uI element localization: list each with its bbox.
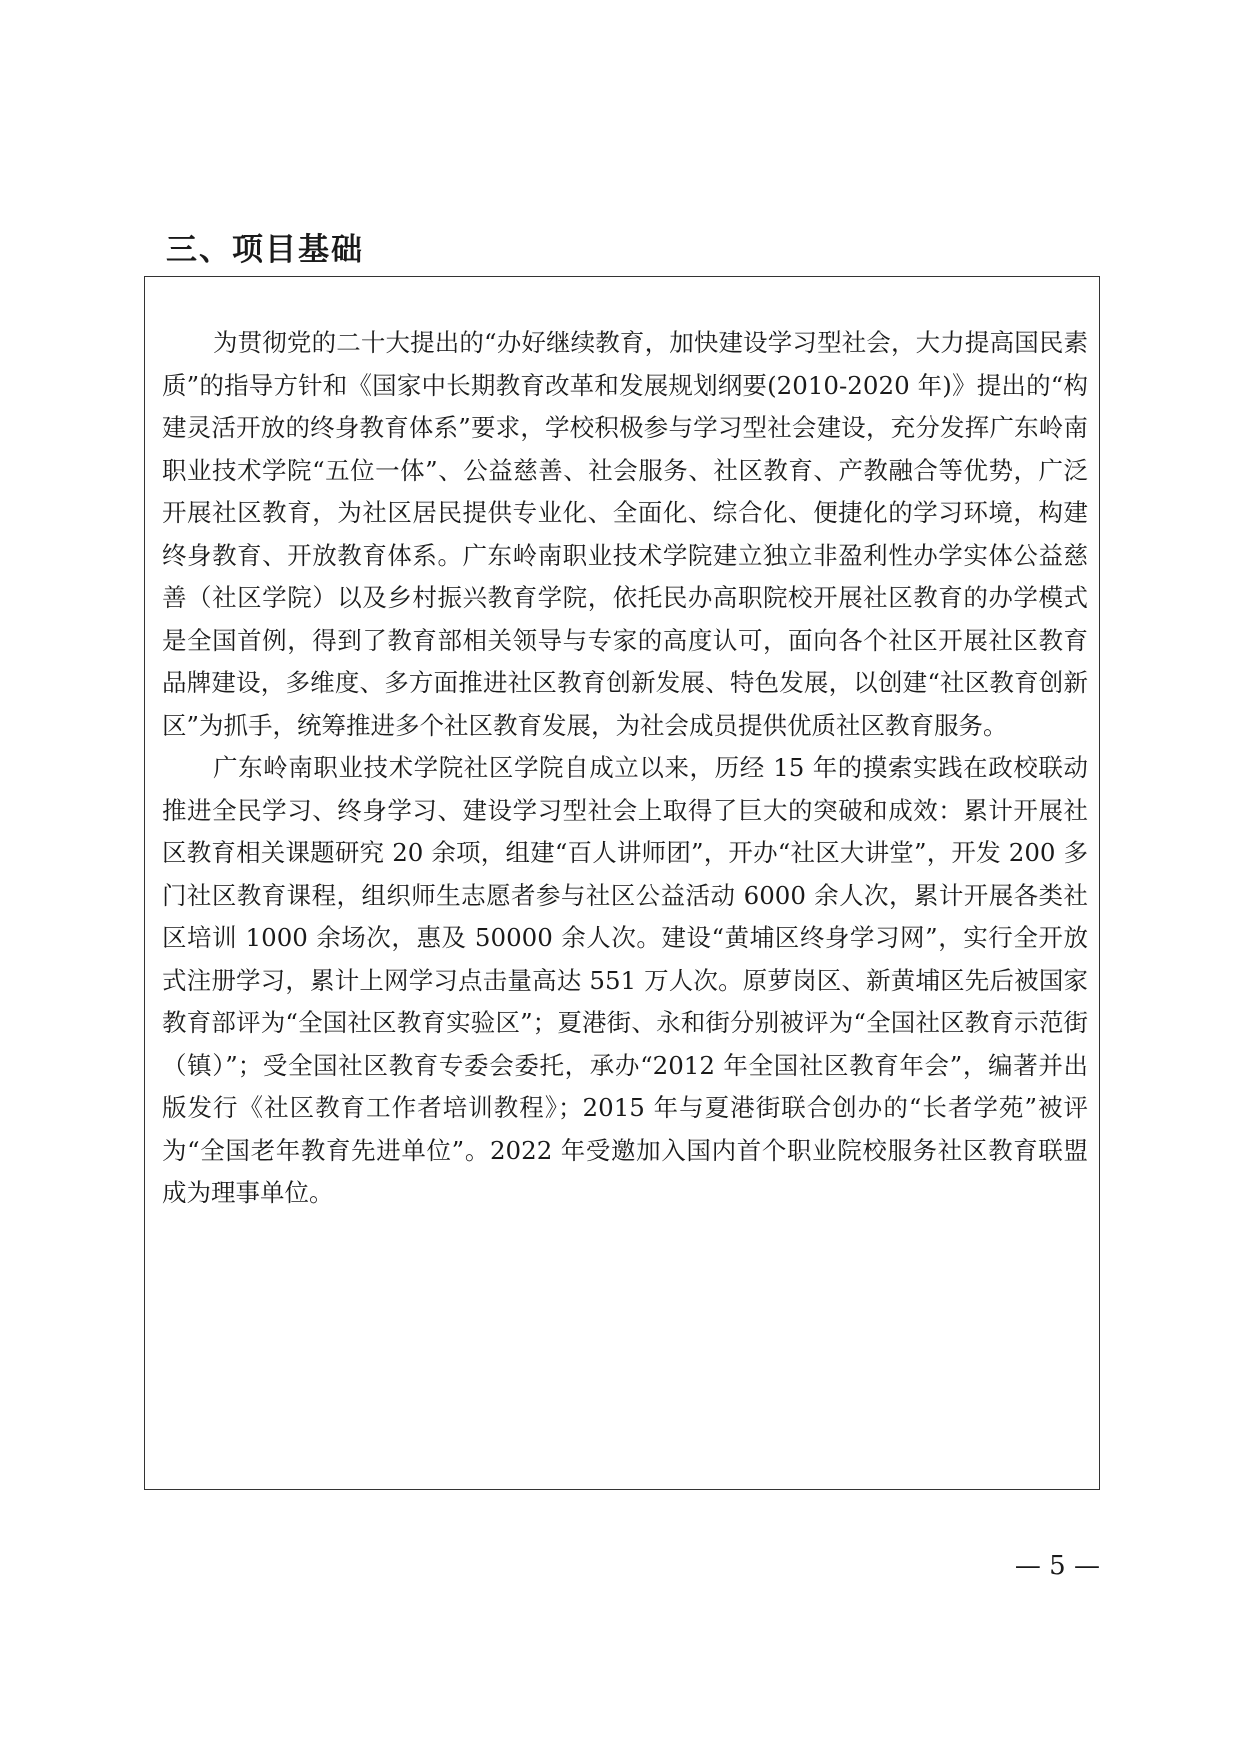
section-title: 三、项目基础 xyxy=(166,232,364,268)
paragraph-1: 为贯彻党的二十大提出的“办好继续教育，加快建设学习型社会，大力提高国民素质”的指导方针和《国家中长期教育改革和发展规划纲要(2010-2020 年)》提出的“构建灵活开放的终身教育体系”要求，学校积极参与学习型社会建设，充分发挥广东岭南职业技术学院“五位一体”、公益慈善、社会服务、社区教育、产教融合等优势，广泛开展社区教育，为社区居民提供专业化、全面化、综合化、便捷化的学习环境，构建终身教育、开放教育体系。广东岭南职业技术学院建立独立非盈利性办学实体公益慈善（社区学院）以及乡村振兴教育学院，依托民办高职院校开展社区教育的办学模式是全国首例，得到了教育部相关领导与专家的高度认可，面向各个社区开展社区教育品牌建设，多维度、多方面推进社区教育创新发展、特色发展，以创建“社区教育创新区”为抓手，统筹推进多个社区教育发展，为社会成员提供优质社区教育服务。 xyxy=(162,328,1088,740)
paragraph-2: 广东岭南职业技术学院社区学院自成立以来，历经 15 年的摸索实践在政校联动推进全民学习、终身学习、建设学习型社会上取得了巨大的突破和成效：累计开展社区教育相关课题研究 20 余项，组建“百人讲师团”，开办“社区大讲堂”，开发 200 多门社区教育课程，组织师生志愿者参与社区公益活动 6000 余人次，累计开展各类社区培训 1000 余场次，惠及 50000 余人次。建设“黄埔区终身学习网”，实行全开放式注册学习，累计上网学习点击量高达 551 万人次。原萝岗区、新黄埔区先后被国家教育部评为“全国社区教育实验区”；夏港街、永和街分别被评为“全国社区教育示范街（镇）”；受全国社区教育专委会委托，承办“2012 年全国社区教育年会”，编著并出版发行《社区教育工作者培训教程》；2015 年与夏港街联合创办的“长者学苑”被评为“全国老年教育先进单位”。2022 年受邀加入国内首个职业院校服务社区教育联盟成为理事单位。 xyxy=(162,753,1088,1207)
body-text xyxy=(162,322,1088,1215)
page-number: — 5 — xyxy=(1014,1551,1100,1581)
